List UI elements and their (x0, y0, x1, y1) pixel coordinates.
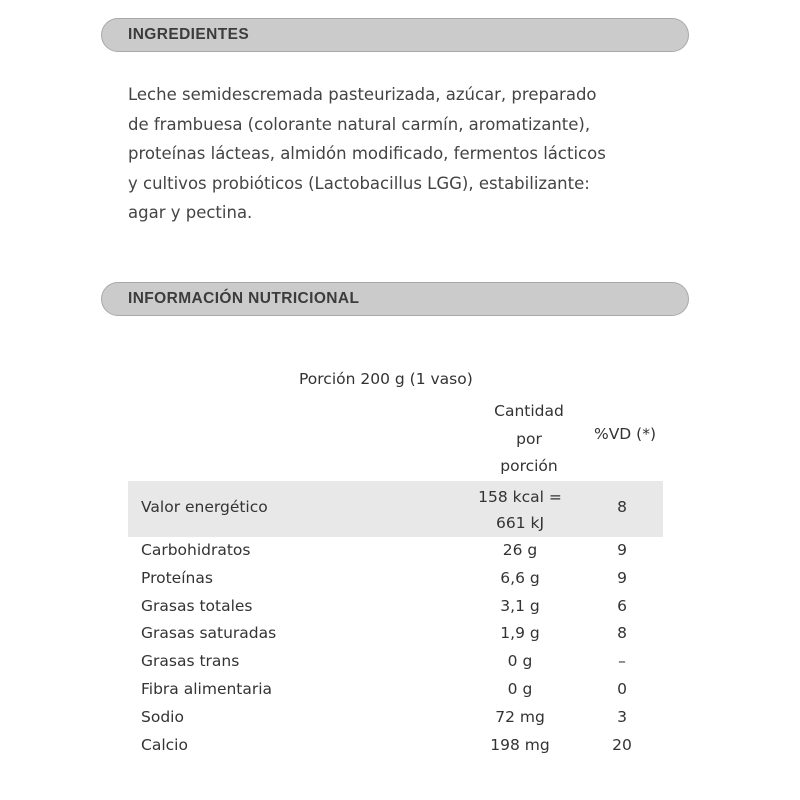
nutrient-quantity: 198 mg (490, 736, 550, 754)
nutrient-quantity: 26 g (502, 541, 538, 559)
nutrient-name: Fibra alimentaria (141, 680, 273, 698)
ingredients-text: Leche semidescremada pasteurizada, azúcar, preparado de frambuesa (colorante natural carmín, aromatizante), proteínas lácteas, almidón modificado, fermentos lácticos y cultivos probióticos (Lactobacillus LGG), estabilizante: agar y pectina. (128, 85, 606, 222)
nutrient-quantity: 0 g (507, 680, 533, 698)
nutrient-name: Sodio (141, 708, 184, 726)
nutrient-quantity: 0 g (507, 652, 533, 670)
nutrient-daily-value: – (618, 652, 626, 670)
portion-label: Porción 200 g (1 vaso) (299, 370, 473, 388)
nutrient-name: Grasas trans (141, 652, 240, 670)
daily-value-column-header: %VD (*) (593, 425, 657, 443)
table-row (128, 565, 663, 592)
nutrition-section-header (101, 282, 689, 316)
nutrient-daily-value: 8 (617, 498, 627, 516)
nutrient-daily-value: 9 (617, 569, 627, 587)
table-row (128, 593, 663, 620)
nutrient-name: Valor energético (141, 498, 268, 516)
table-row (128, 537, 663, 564)
table-row (128, 732, 663, 759)
ingredients-title: INGREDIENTES (128, 26, 250, 43)
table-row (128, 481, 663, 537)
nutrient-daily-value: 9 (617, 541, 627, 559)
nutrient-daily-value: 20 (612, 736, 632, 754)
table-row (128, 704, 663, 731)
nutrient-daily-value: 6 (617, 597, 627, 615)
nutrient-name: Grasas totales (141, 597, 253, 615)
table-row (128, 676, 663, 703)
quantity-column-header: Cantidad por porción (494, 402, 564, 475)
nutrient-name: Proteínas (141, 569, 213, 587)
nutrient-quantity: 3,1 g (500, 597, 540, 615)
nutrient-daily-value: 3 (617, 708, 627, 726)
nutrient-daily-value: 0 (617, 680, 627, 698)
nutrient-name: Carbohidratos (141, 541, 251, 559)
nutrition-title: INFORMACIÓN NUTRICIONAL (128, 290, 360, 307)
nutrient-quantity: 158 kcal = 661 kJ (478, 488, 562, 532)
nutrient-name: Grasas saturadas (141, 624, 277, 642)
nutrient-name: Calcio (141, 736, 188, 754)
ingredients-section-header (101, 18, 689, 52)
table-row (128, 620, 663, 647)
table-row (128, 648, 663, 675)
nutrient-quantity: 6,6 g (500, 569, 540, 587)
nutrient-quantity: 72 mg (495, 708, 545, 726)
nutrient-daily-value: 8 (617, 624, 627, 642)
nutrient-quantity: 1,9 g (500, 624, 540, 642)
